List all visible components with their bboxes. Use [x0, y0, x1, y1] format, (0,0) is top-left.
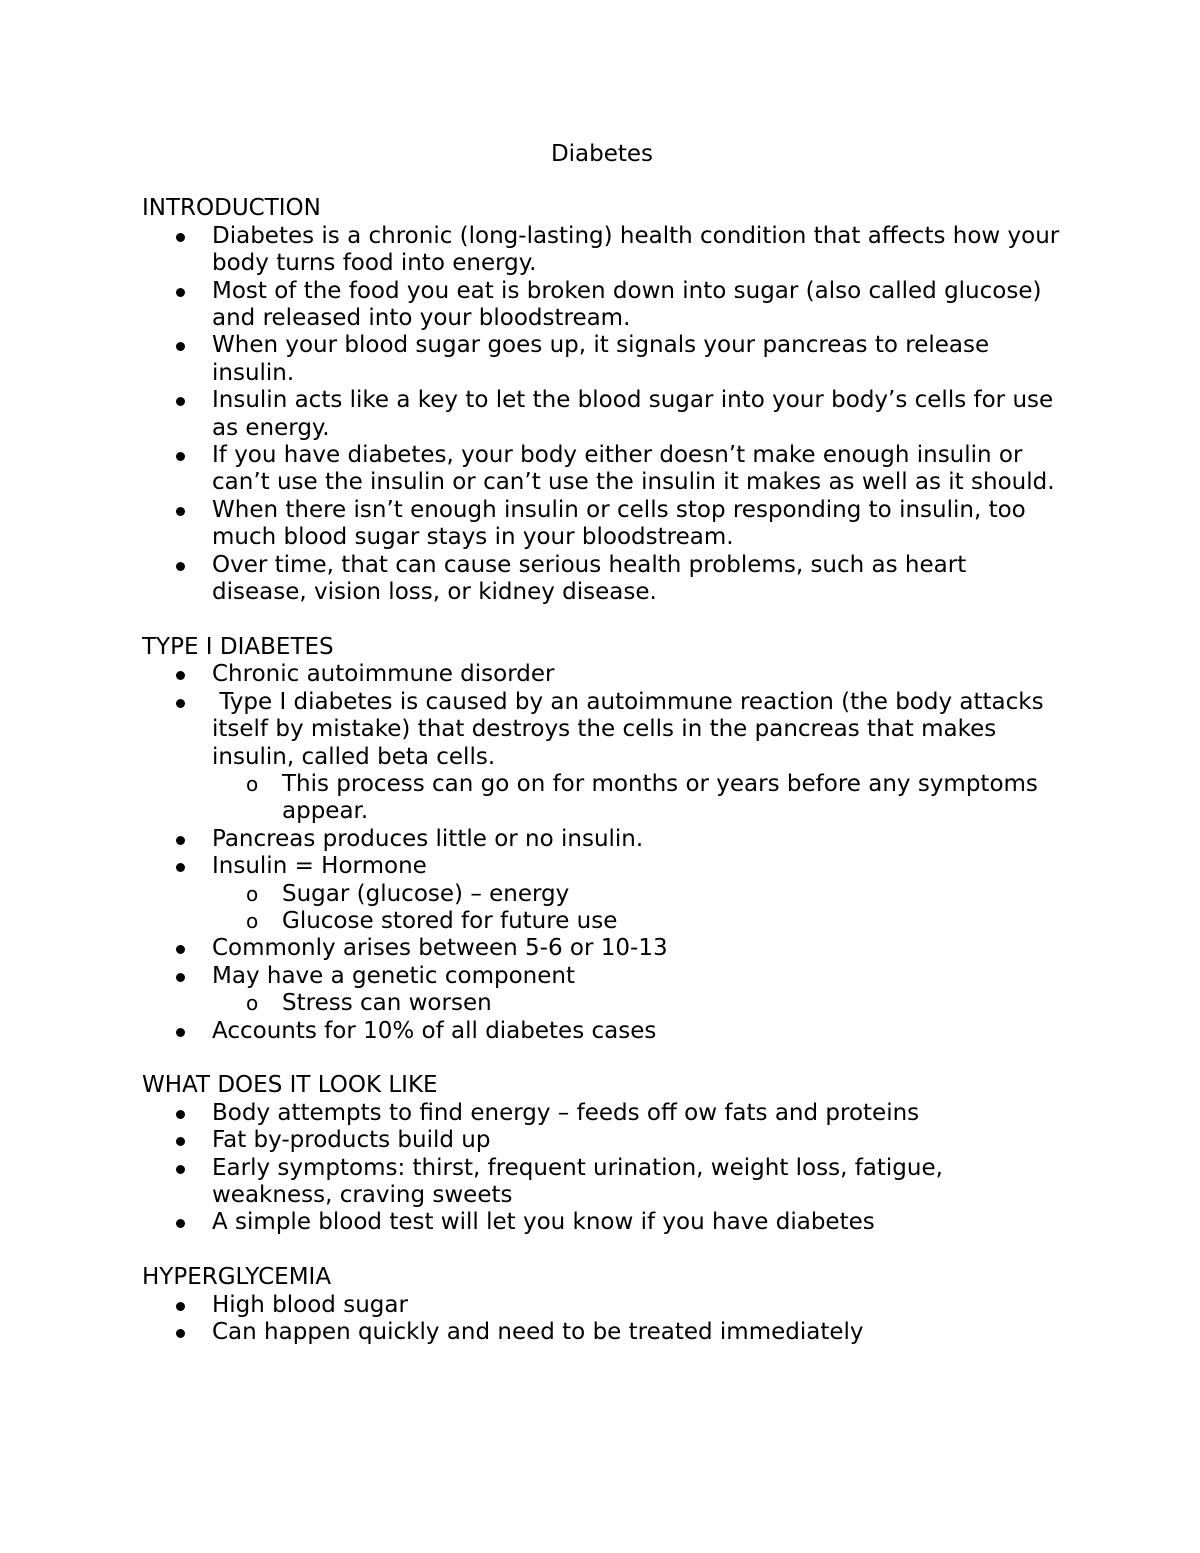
list-item: Most of the food you eat is broken down into sugar (also called glucose) and released into your bloodstream. [142, 278, 1062, 333]
list-item-text: Chronic autoimmune disorder [212, 661, 555, 688]
section-hyperglycemia [142, 1264, 1062, 1346]
section-type-1-diabetes [142, 634, 1062, 1045]
list-item: Insulin acts like a key to let the blood sugar into your body’s cells for use as energy. [142, 387, 1062, 442]
list-item: When your blood sugar goes up, it signals your pancreas to release insulin. [142, 332, 1062, 387]
list-item-text: May have a genetic component [212, 962, 575, 989]
sub-list-item: o Glucose stored for future use [212, 908, 1062, 935]
list-item [142, 963, 1062, 1018]
list-item: Fat by-products build up [142, 1127, 1062, 1154]
list-item [142, 826, 1062, 853]
list-item: Body attempts to find energy – feeds off ow fats and proteins [142, 1100, 1062, 1127]
list-item-text: Insulin = Hormone [212, 853, 427, 880]
list-item: Diabetes is a chronic (long-lasting) health condition that affects how your body turns food into energy. [142, 223, 1062, 278]
list-item: A simple blood test will let you know if you have diabetes [142, 1209, 1062, 1236]
list-item: Early symptoms: thirst, frequent urination, weight loss, fatigue, weakness, craving sweets [142, 1155, 1062, 1210]
list-item [142, 689, 1062, 826]
list-item: If you have diabetes, your body either doesn’t make enough insulin or can’t use the insulin or can’t use the insulin it makes as well as it should. [142, 442, 1062, 497]
section-heading: HYPERGLYCEMIA [142, 1264, 332, 1291]
section-heading: INTRODUCTION [142, 195, 321, 222]
bullet-list [142, 661, 1062, 1045]
list-item-text: Commonly arises between 5-6 or 10-13 [212, 935, 668, 962]
bullet-list [142, 1100, 1062, 1237]
bullet-list [142, 1292, 1062, 1347]
list-item: High blood sugar [142, 1292, 1062, 1319]
bullet-list [142, 223, 1062, 607]
sub-list-item: o Stress can worsen [212, 990, 1062, 1017]
document-title: Diabetes [550, 141, 654, 167]
list-item: Over time, that can cause serious health problems, such as heart disease, vision loss, or kidney disease. [142, 552, 1062, 607]
sub-list-item: o Sugar (glucose) – energy [212, 881, 1062, 908]
section-heading: TYPE I DIABETES [142, 633, 334, 660]
list-item-text: Pancreas produces little or no insulin. [212, 825, 644, 852]
sub-list [212, 881, 1062, 936]
list-item: When there isn’t enough insulin or cells stop responding to insulin, too much blood sugar stays in your bloodstream. [142, 497, 1062, 552]
list-item [142, 1018, 1062, 1045]
list-item [142, 935, 1062, 962]
list-item-text: Type I diabetes is caused by an autoimmune reaction (the body attacks itself by mistake) that destroys the cells in the pancreas that makes insulin, called beta cells. [212, 688, 1051, 770]
list-item: Can happen quickly and need to be treated immediately [142, 1319, 1062, 1346]
sub-list [212, 771, 1062, 826]
section-introduction [142, 195, 1062, 606]
section-heading: WHAT DOES IT LOOK LIKE [142, 1072, 438, 1099]
list-item [142, 853, 1062, 935]
sub-list [212, 990, 1062, 1017]
list-item-text: Accounts for 10% of all diabetes cases [212, 1017, 657, 1044]
document-page [142, 141, 1062, 1374]
sub-list-item: o This process can go on for months or years before any symptoms appear. [212, 771, 1062, 826]
section-what-does-it-look-like [142, 1072, 1062, 1236]
list-item [142, 661, 1062, 688]
